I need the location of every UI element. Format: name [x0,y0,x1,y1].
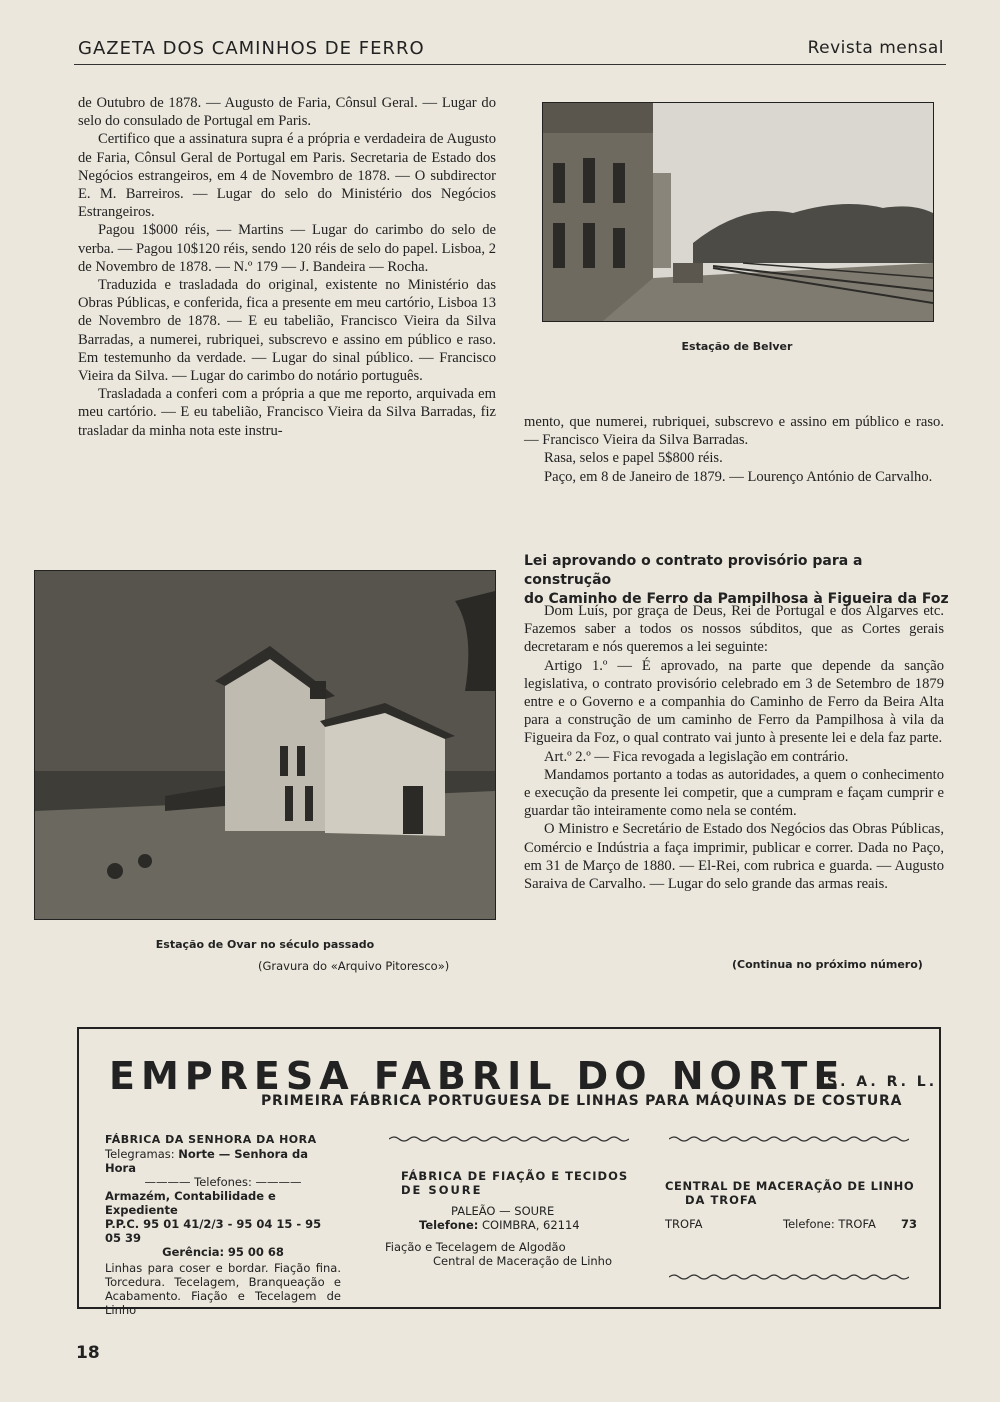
paragraph: Traduzida e trasladada do original, existente no Ministério das Obras Públicas, e conferida, fica a presente em meu cartório, Lisboa 13 de Novembro de 1878. — E eu tabelião, Francisco Vieira da Silva Barradas, a numerei, rubriquei, subscrevo e assino em público e raso. Em testemunho da verdade. — Lugar do sinal público. — Francisco Vieira da Silva. — Lugar do carimbo do notário português. [78,277,496,385]
middle-phone [401,1218,651,1232]
middle-heading2: DE SOURE [401,1183,483,1197]
paragraph: Pagou 1$000 réis, — Martins — Lugar do carimbo do selo de verba. — Pagou 10$120 réis, sendo 120 réis de selo do papel. Lisboa, 2 de Novembro de 1878. — N.º 179 — J. Bandeira — Rocha. [78,222,496,275]
company-name: EMPRESA FABRIL DO NORTE [109,1054,846,1098]
telegramas-value: Norte — Senhora da Hora [105,1147,309,1175]
paragraph: Dom Luís, por graça de Deus, Rei de Portugal e dos Algarves etc. Fazemos saber a todos os nossos súbditos, que as Cortes gerais decretaram e nós queremos a lei seguinte: [524,603,944,656]
belver-station-illustration [543,103,933,321]
paragraph: Rasa, selos e papel 5$800 réis. [544,450,723,467]
paragraph: O Ministro e Secretário de Estado dos Negócios das Obras Públicas, Comércio e Indústria a faça imprimir, publicar e correr. Dada no Paço, em 31 de Março de 1880. — El-Rei, com rubrica e guarda. — Augusto Saraiva de Carvalho. — Lugar do selo grande das armas reais. [524,821,944,893]
telegramas-line [105,1147,341,1175]
paragraph: mento, que numerei, rubriquei, subscrevo e assino em público e raso. — Francisco Vieira da Silva Barradas. [524,414,944,449]
ad-left-block [105,1133,341,1317]
company-sarl: S. A. R. L. [827,1074,938,1090]
ovar-station-engraving [34,570,496,920]
ad-middle-block [385,1169,651,1268]
gerencia-label: Gerência: [162,1245,225,1259]
right-phone-value: 73 [901,1217,918,1231]
ppc-line: P.P.C. 95 01 41/2/3 - 95 04 15 - 95 05 39 [105,1217,322,1245]
right-phone-label: Telefone: TROFA [783,1217,876,1231]
middle-heading1: FÁBRICA DE FIAÇÃO E TECIDOS [401,1169,629,1183]
section-heading-line2: do Caminho de Ferro da Pampilhosa à Figueira da Foz [524,591,949,607]
right-heading1: CENTRAL DE MACERAÇÃO DE LINHO [665,1179,915,1193]
advertisement-box [77,1027,941,1317]
ovar-caption: Estação de Ovar no século passado [155,938,375,951]
section-heading [524,552,954,609]
paragraph: Art.º 2.º — Fica revogada a legislação em contrário. [544,748,849,765]
middle-desc1: Fiação e Tecelagem de Algodão [385,1240,566,1254]
paragraph: de Outubro de 1878. — Augusto de Faria, Cônsul Geral. — Lugar do selo do consulado de Portugal em Paris. [78,95,496,130]
belver-photo-caption: Estação de Belver [681,340,793,353]
right-column-text-top [524,413,944,486]
belver-station-photo [542,102,934,322]
section-body-text [524,602,944,893]
left-column-text [78,94,496,440]
left-description: Linhas para coser e bordar. Fiação fina. Torcedura. Tecelagem, Branqueação e Acabamento. Fiação e Tecelagem de Linho [105,1261,341,1317]
gerencia-value: 95 00 68 [227,1245,284,1259]
journal-title: GAZETA DOS CAMINHOS DE FERRO [78,38,425,59]
header-divider [74,64,946,65]
telefones-label: ———— Telefones: ———— [144,1175,302,1189]
ad-right-block [665,1179,925,1233]
wave-ornament-right-top [669,1135,909,1143]
paragraph: Trasladada a conferi com a própria a que me reporto, arquivada em meu cartório. — E eu tabelião, Francisco Vieira da Silva Barradas, fiz trasladar da minha nota este instru- [78,386,496,439]
middle-place: PALEÃO — SOURE [451,1204,555,1218]
right-place: TROFA [665,1217,703,1231]
page-number: 18 [76,1343,100,1363]
middle-desc2: Central de Maceração de Linho [433,1254,613,1268]
paragraph: Paço, em 8 de Janeiro de 1879. — Lourenço António de Carvalho. [544,468,933,485]
continued-note: (Continua no próximo número) [732,958,923,971]
company-tagline: PRIMEIRA FÁBRICA PORTUGUESA DE LINHAS PARA MÁQUINAS DE COSTURA [261,1093,903,1109]
paragraph: Mandamos portanto a todas as autoridades, a quem o conhecimento e execução da presente lei competir, que a cumpram e façam cumprir e guardar tão inteiramente como nela se contém. [524,766,944,820]
telegramas-label: Telegramas: [105,1147,175,1161]
middle-phone-label: Telefone: [419,1218,479,1232]
armazem-line: Armazém, Contabilidade e Expediente [105,1189,276,1217]
gerencia-line [105,1245,341,1259]
paragraph: Certifico que a assinatura supra é a própria e verdadeira de Augusto de Faria, Cônsul Geral de Portugal em Paris. Secretaria de Estado dos Negócios estrangeiros, em 4 de Novembro de 1878. — O subdirector E. M. Barreiros. — Lugar do selo do Ministério dos Negócios Estrangeiros. [78,131,496,221]
right-heading2: DA TROFA [685,1193,758,1207]
journal-subtitle: Revista mensal [807,38,944,58]
wave-ornament-right-bottom [669,1273,909,1281]
ovar-station-illustration [35,571,495,919]
section-heading-line1: Lei aprovando o contrato provisório para a construção [524,553,863,588]
ovar-credit: (Gravura do «Arquivo Pitoresco») [258,959,450,973]
left-heading: FÁBRICA DA SENHORA DA HORA [105,1133,317,1146]
paragraph: Artigo 1.º — É aprovado, na parte que depende da sanção legislativa, o contrato provisório celebrado em 3 de Setembro de 1879 entre e o Governo e a companhia do Caminho de Ferro da Beira Alta para a construção de um caminho de Ferro da Pampilhosa à vila da Figueira da Foz, o qual contrato vai junto à presente lei e dela faz parte. [524,657,944,747]
wave-ornament-top [389,1135,629,1143]
middle-phone-value: COIMBRA, 62114 [482,1218,580,1232]
right-contact-line [665,1217,925,1233]
